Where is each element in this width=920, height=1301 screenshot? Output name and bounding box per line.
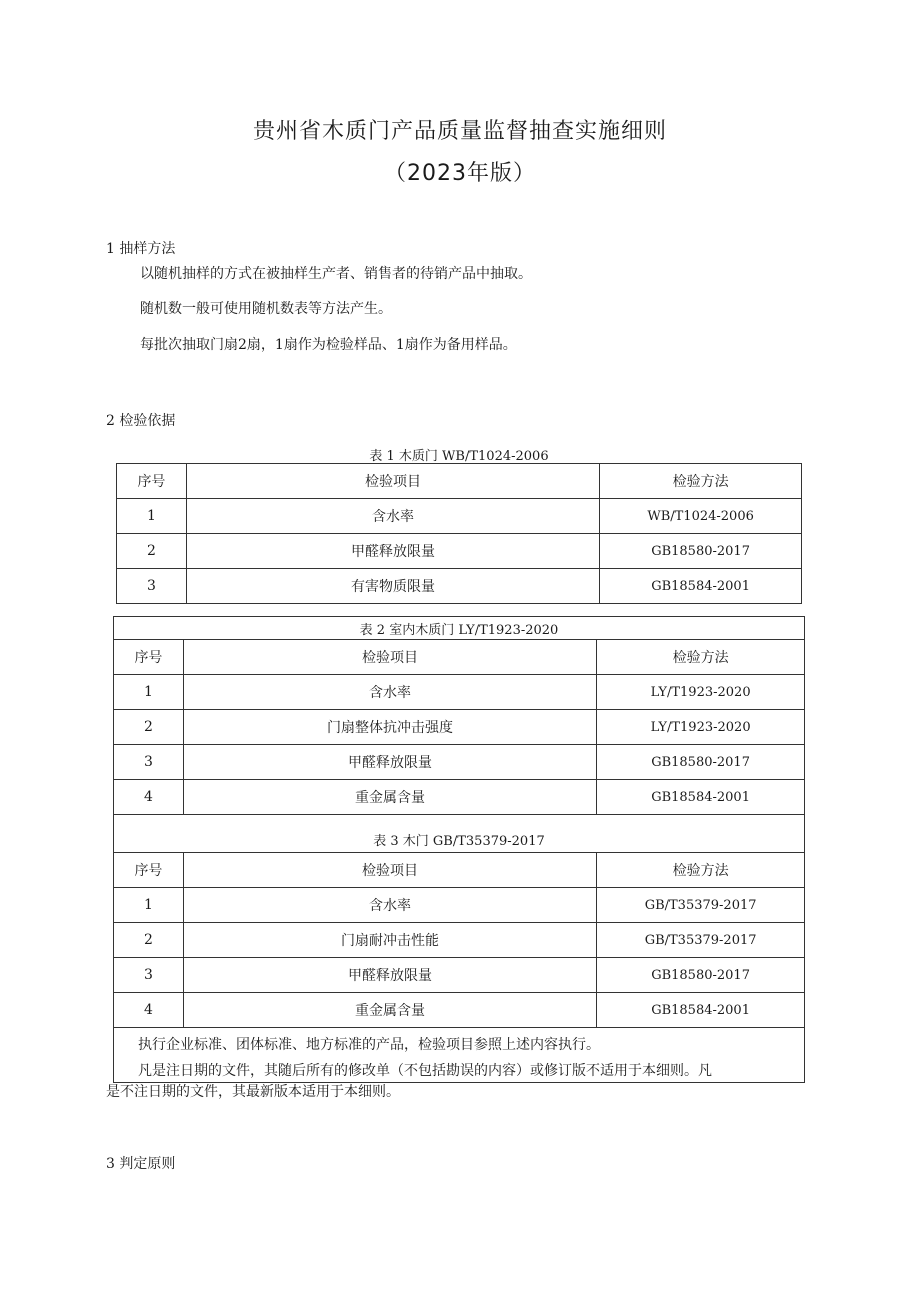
table-cell: 门扇耐冲击性能 [183,923,596,958]
note-1: 执行企业标准、团体标准、地方标准的产品，检验项目参照上述内容执行。 [138,1037,600,1053]
table-cell: GB18584-2001 [600,569,802,604]
table-1-caption: 表 1 木质门 WB/T1024-2006 [369,449,549,464]
table-caption-row [114,815,805,853]
table-cell: 重金属含量 [183,993,596,1028]
table-header-row [114,853,805,888]
table-cell: WB/T1024-2006 [600,499,802,534]
table-cell: 1 [114,888,184,923]
table-2-3 [113,616,805,1083]
table-cell: LY/T1923-2020 [597,675,805,710]
section-1-para-2: 随机数一般可使用随机数表等方法产生。 [140,301,392,317]
table-cell: 门扇整体抗冲击强度 [183,710,596,745]
table-cell: GB18584-2001 [597,993,805,1028]
note-2-line-1: 凡是注日期的文件，其随后所有的修改单（不包括勘误的内容）或修订版不适用于本细则。凡 [138,1063,712,1079]
table-cell: GB18584-2001 [597,780,805,815]
header-cell: 检验方法 [597,640,805,675]
table-row [114,675,805,710]
table-header-row [114,640,805,675]
header-cell: 检验方法 [597,853,805,888]
table-cell: GB18580-2017 [597,958,805,993]
table-row [117,569,802,604]
table-row [114,958,805,993]
table-cell: GB18580-2017 [597,745,805,780]
header-cell: 检验方法 [600,464,802,499]
table-row [114,745,805,780]
table-cell: GB/T35379-2017 [597,888,805,923]
table-cell: 2 [117,534,187,569]
header-cell: 检验项目 [186,464,599,499]
table-row [117,534,802,569]
table-cell: 4 [114,780,184,815]
table-header-row [117,464,802,499]
document-subtitle: （2023年版） [384,161,536,186]
table-row [117,499,802,534]
header-cell: 检验项目 [183,640,596,675]
table-cell: 甲醛释放限量 [183,745,596,780]
table-row [114,710,805,745]
table-cell: 含水率 [183,675,596,710]
header-cell: 序号 [117,464,187,499]
section-1-para-3: 每批次抽取门扇2扇，1扇作为检验样品、1扇作为备用样品。 [140,337,517,353]
section-1-heading: 1 抽样方法 [106,241,176,257]
table-caption-row [114,617,805,640]
table-cell: 重金属含量 [183,780,596,815]
table-cell: 1 [114,675,184,710]
table-cell: LY/T1923-2020 [597,710,805,745]
section-1-para-1: 以随机抽样的方式在被抽样生产者、销售者的待销产品中抽取。 [140,266,532,282]
note-2-line-2: 是不注日期的文件，其最新版本适用于本细则。 [106,1084,400,1100]
table-row [114,993,805,1028]
table-cell: 甲醛释放限量 [186,534,599,569]
document-title: 贵州省木质门产品质量监督抽查实施细则 [252,119,667,144]
table-cell: 3 [117,569,187,604]
table-cell: 2 [114,710,184,745]
table-cell: 4 [114,993,184,1028]
table-cell: GB/T35379-2017 [597,923,805,958]
header-cell: 检验项目 [183,853,596,888]
table-cell: 3 [114,958,184,993]
table-cell: 含水率 [183,888,596,923]
table-2-caption: 表 2 室内木质门 LY/T1923-2020 [114,617,805,640]
section-2-heading: 2 检验依据 [106,413,176,429]
table-3-caption: 表 3 木门 GB/T35379-2017 [114,815,805,853]
table-cell: GB18580-2017 [600,534,802,569]
table-cell: 2 [114,923,184,958]
header-cell: 序号 [114,853,184,888]
table-cell: 甲醛释放限量 [183,958,596,993]
section-3-heading: 3 判定原则 [106,1156,176,1172]
table-cell: 含水率 [186,499,599,534]
table-row [114,888,805,923]
table-cell: 有害物质限量 [186,569,599,604]
table-1 [116,463,802,604]
table-cell: 1 [117,499,187,534]
table-note-row [114,1028,805,1083]
notes-cell [114,1028,805,1083]
table-row [114,780,805,815]
header-cell: 序号 [114,640,184,675]
table-row [114,923,805,958]
table-cell: 3 [114,745,184,780]
